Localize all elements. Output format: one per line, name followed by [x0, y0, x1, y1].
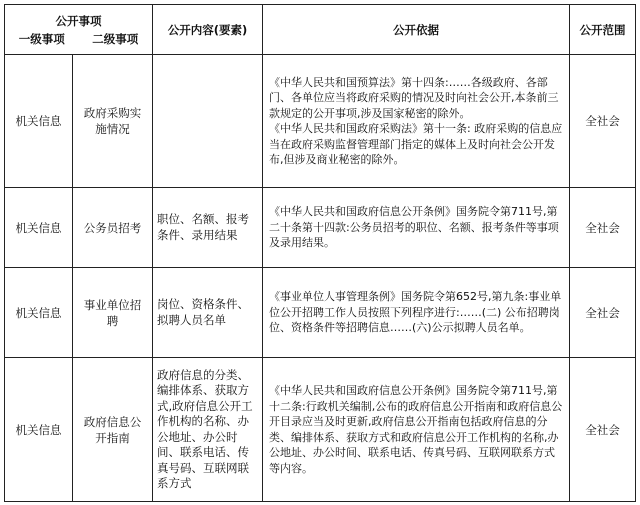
scope-cell: 全社会: [570, 188, 636, 268]
content-cell: [153, 55, 263, 188]
level2-cell: 事业单位招聘: [73, 268, 153, 358]
basis-paragraph: 《中华人民共和国政府信息公开条例》国务院令第711号,第二十条第十四款:公务员招考的职位、名额、报考条件等事项及录用结果。: [269, 205, 559, 250]
level1-cell: 机关信息: [5, 55, 73, 188]
level1-cell: 机关信息: [5, 188, 73, 268]
header-level2: 二级事项: [92, 31, 139, 46]
content-cell: 政府信息的分类、编排体系、获取方式,政府信息公开工作机构的名称、办公地址、办公时间、联系电话、传真号码、互联网联系方式: [153, 358, 263, 502]
level2-cell: 政府采购实施情况: [73, 55, 153, 188]
scope-cell: 全社会: [570, 268, 636, 358]
basis-paragraph: 《中华人民共和国政府采购法》第十一条: 政府采购的信息应当在政府采购监督管理部门指定的媒体上及时向社会公开发布,但涉及商业秘密的除外。: [269, 122, 563, 166]
header-content: 公开内容(要素): [153, 5, 263, 55]
basis-cell: [263, 358, 570, 502]
level2-cell: 公务员招考: [73, 188, 153, 268]
header-group-label: 公开事项: [55, 13, 102, 28]
header-level1: 一级事项: [18, 31, 65, 46]
header-disclosure-items: [5, 5, 153, 55]
level1-cell: 机关信息: [5, 358, 73, 502]
table-row: [5, 188, 636, 268]
header-basis: 公开依据: [263, 5, 570, 55]
header-row: [5, 5, 636, 55]
basis-cell: [263, 268, 570, 358]
basis-paragraph: 《中华人民共和国预算法》第十四条:……各级政府、各部门、各单位应当将政府采购的情况及时向社会公开,本条前三款规定的公开事项,涉及国家秘密的除外。: [269, 75, 559, 120]
basis-cell: [263, 55, 570, 188]
basis-paragraph: 《中华人民共和国政府信息公开条例》国务院令第711号,第十二条:行政机关编制,公布的政府信息公开指南和政府信息公开目录应当及时更新,政府信息公开指南包括政府信息的分类、编排体系、获取方式和政府信息公开工作机构的名称,办公地址、办公时间、联系电话、传真号码、互联网联系方式等内容。: [269, 384, 563, 475]
scope-cell: 全社会: [570, 358, 636, 502]
content-cell: 职位、名额、报考条件、录用结果: [153, 188, 263, 268]
scope-cell: 全社会: [570, 55, 636, 188]
content-cell: 岗位、资格条件、拟聘人员名单: [153, 268, 263, 358]
table-row: [5, 268, 636, 358]
basis-paragraph: 《事业单位人事管理条例》国务院令第652号,第九条:事业单位公开招聘工作人员按照下列程序进行:……(二) 公布招聘岗位、资格条件等招聘信息……(六)公示拟聘人员名单。: [269, 290, 562, 335]
table-row: [5, 358, 636, 502]
header-scope: 公开范围: [570, 5, 636, 55]
basis-cell: [263, 188, 570, 268]
table-row: [5, 55, 636, 188]
level1-cell: 机关信息: [5, 268, 73, 358]
disclosure-table: [4, 4, 636, 502]
level2-cell: 政府信息公开指南: [73, 358, 153, 502]
